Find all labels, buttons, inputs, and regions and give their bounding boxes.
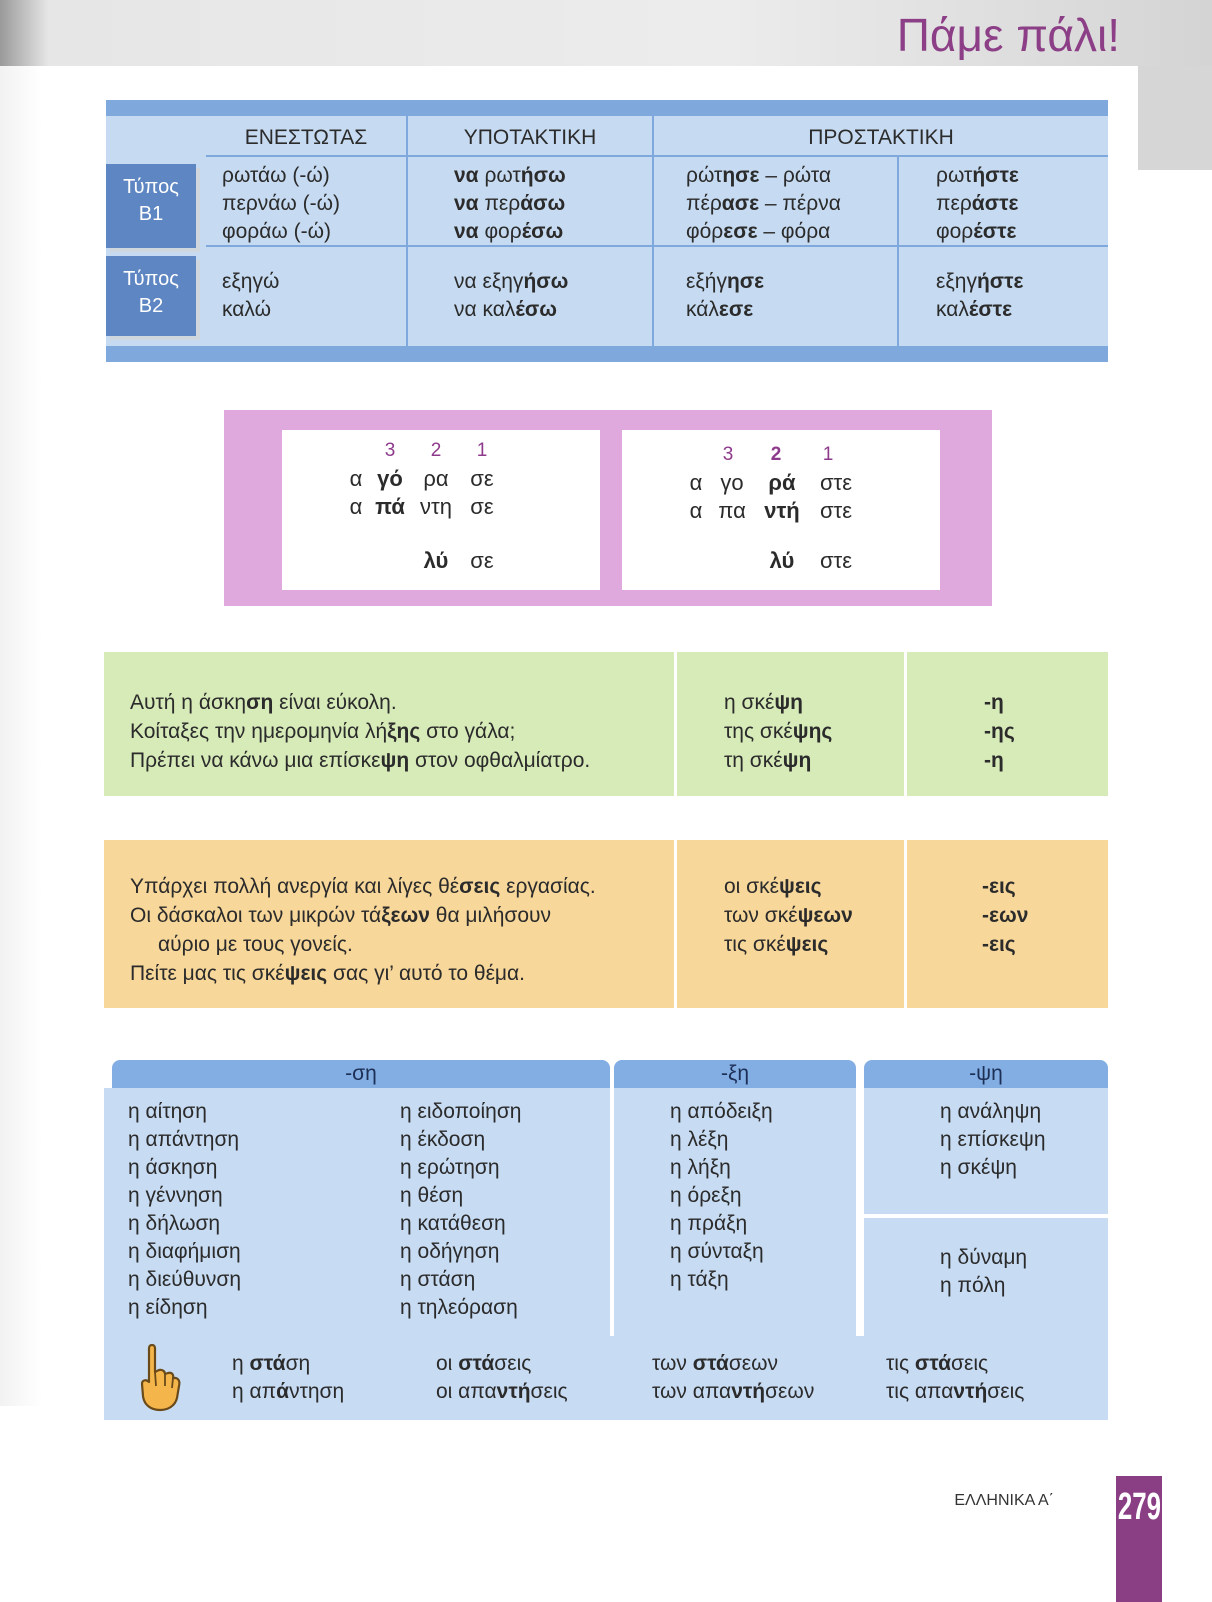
column-divider <box>406 116 408 346</box>
list-item: η σύνταξη <box>670 1240 764 1263</box>
example-sentence: Οι δάσκαλοι των μικρών τάξεων θα μιλήσουν <box>130 904 551 927</box>
syllable-stressed: ντή <box>764 498 800 523</box>
syllable-panel-left <box>282 430 600 590</box>
verb-form: ρωτάω (-ώ) <box>222 164 330 187</box>
pointing-hand-icon <box>132 1342 182 1412</box>
page-number: 279 <box>1117 1486 1162 1528</box>
syllable-number: 1 <box>822 444 834 465</box>
syllable-stressed: γό <box>377 466 403 491</box>
syllable-stressed: λύ <box>769 548 795 573</box>
example-sentence: Κοίταξες την ημερομηνία λήξης στο γάλα; <box>130 720 516 743</box>
b1-imperative-plural-cell <box>936 162 1019 246</box>
verb-form: περάστε <box>936 192 1019 215</box>
band-divider <box>674 652 677 796</box>
syllable: α <box>689 498 703 523</box>
singular-examples-band <box>104 652 1108 796</box>
syllable: σε <box>470 494 494 519</box>
list-item: η τάξη <box>670 1268 729 1291</box>
verb-form: εξηγήστε <box>936 270 1024 293</box>
noun-ending: -η <box>984 691 1004 714</box>
word-list-other <box>864 1218 1108 1336</box>
syllable: στε <box>819 470 853 495</box>
type-code: Β2 <box>138 295 164 317</box>
list-item: η στάση <box>400 1268 476 1291</box>
band-divider <box>904 652 907 796</box>
list-item: η έκδοση <box>400 1128 486 1151</box>
book-title: ΕΛΛΗΝΙΚΑ Α΄ <box>954 1492 1054 1509</box>
example-sentence: Αυτή η άσκηση είναι εύκολη. <box>130 691 397 714</box>
list-item: η διαφήμιση <box>128 1240 241 1263</box>
plural-examples-band <box>104 840 1108 1008</box>
declension-form: οι απαντήσεις <box>436 1380 568 1403</box>
declension-form: η στάση <box>232 1352 311 1375</box>
verb-form: να ρωτήσω <box>454 164 566 187</box>
type-label: Τύπος <box>123 176 179 198</box>
list-item: η δήλωση <box>128 1212 221 1235</box>
list-item: η γέννηση <box>128 1184 223 1207</box>
list-item: η είδηση <box>128 1296 208 1319</box>
syllable: α <box>689 470 703 495</box>
b2-imperative-plural-cell <box>936 268 1024 324</box>
syllable: στε <box>819 548 853 573</box>
word-column <box>670 1098 773 1294</box>
declension-form: των στάσεων <box>652 1352 779 1375</box>
list-item: η πράξη <box>670 1212 748 1235</box>
list-item: η άσκηση <box>128 1156 218 1179</box>
declension-column <box>436 1350 568 1406</box>
list-item: η ερώτηση <box>400 1156 500 1179</box>
declension-form: τις στάσεις <box>886 1352 989 1375</box>
page-edge <box>0 66 42 1406</box>
syllable: ντη <box>420 494 452 519</box>
list-item: η αίτηση <box>128 1100 207 1123</box>
verb-form: πέρασε – πέρνα <box>686 192 841 215</box>
syllable-panel-right <box>622 430 940 590</box>
verb-form: φορέστε <box>936 220 1017 243</box>
verb-form: να εξηγήσω <box>454 270 569 293</box>
list-item: η όρεξη <box>670 1184 742 1207</box>
syllable-number: 1 <box>476 440 488 461</box>
syllable-stressed: λύ <box>423 548 449 573</box>
b1-present-cell <box>222 162 340 246</box>
verb-form: να περάσω <box>454 192 566 215</box>
noun-ending: -εων <box>982 904 1029 927</box>
noun-form: τις σκέψεις <box>724 933 829 956</box>
syllable: ρα <box>423 466 449 491</box>
word-column <box>128 1098 241 1322</box>
declension-column <box>652 1350 814 1406</box>
list-item: η δύναμη <box>940 1246 1028 1269</box>
verb-table <box>106 100 1108 362</box>
b1-subjunctive-cell <box>454 162 566 246</box>
example-sentence: αύριο με τους γονείς. <box>158 933 353 956</box>
table-top-strip <box>106 100 1108 116</box>
noun-ending: -ης <box>984 720 1015 743</box>
verb-form: να καλέσω <box>454 298 557 321</box>
list-item: η διεύθυνση <box>128 1268 242 1291</box>
band-divider <box>674 840 677 1008</box>
table-bottom-strip <box>106 346 1108 362</box>
declension-form: τις απαντήσεις <box>886 1380 1025 1403</box>
verb-form: κάλεσε <box>686 298 754 321</box>
declension-column <box>232 1350 344 1406</box>
verb-form: φοράω (-ώ) <box>222 220 331 243</box>
example-sentence: Πείτε μας τις σκέψεις σας γι’ αυτό το θέμα. <box>130 962 526 985</box>
list-item: η θέση <box>400 1184 464 1207</box>
b1-imperative-singular-cell <box>686 162 841 246</box>
verb-form: καλέστε <box>936 298 1013 321</box>
noun-form: η σκέψη <box>724 691 803 714</box>
syllable-number: 3 <box>722 444 734 465</box>
word-column <box>940 1244 1027 1300</box>
list-heading-xi: -ξη <box>614 1060 856 1088</box>
noun-form: οι σκέψεις <box>724 875 822 898</box>
b2-subjunctive-cell <box>454 268 568 324</box>
noun-ending: -εις <box>982 875 1016 898</box>
syllable: γο <box>720 470 744 495</box>
example-sentence: Υπάρχει πολλή ανεργία και λίγες θέσεις εργασίας. <box>130 875 596 898</box>
verb-form: εξηγώ <box>222 270 280 293</box>
syllable-number: 2 <box>430 440 442 461</box>
noun-ending: -εις <box>982 933 1016 956</box>
syllable: στε <box>819 498 853 523</box>
word-column <box>400 1098 521 1322</box>
column-divider <box>652 116 654 346</box>
type-label: Τύπος <box>123 268 179 290</box>
list-item: η κατάθεση <box>400 1212 506 1235</box>
b2-imperative-singular-cell <box>686 268 764 324</box>
word-list-xi <box>614 1088 856 1336</box>
band-divider <box>904 840 907 1008</box>
list-item: η λήξη <box>670 1156 731 1179</box>
verb-form: καλώ <box>222 298 271 321</box>
column-header-imperative: ΠΡΟΣΤΑΚΤΙΚΗ <box>808 126 954 149</box>
word-column <box>940 1098 1046 1182</box>
syllable: σε <box>470 548 494 573</box>
syllable-stressed: πά <box>375 494 405 519</box>
list-item: η ανάληψη <box>940 1100 1042 1123</box>
list-heading-psi: -ψη <box>864 1060 1108 1088</box>
verb-form: ρώτησε – ρώτα <box>686 164 832 187</box>
syllable: α <box>349 494 363 519</box>
header-side-tab <box>1138 66 1212 170</box>
verb-form: εξήγησε <box>686 270 765 293</box>
syllable-number: 3 <box>384 440 396 461</box>
column-header-subjunctive: ΥΠΟΤΑΚΤΙΚΗ <box>463 126 597 149</box>
verb-form: φόρεσε – φόρα <box>686 220 831 243</box>
b2-present-cell <box>222 268 279 324</box>
list-item: η απάντηση <box>128 1128 240 1151</box>
row-divider <box>206 155 1108 157</box>
verb-form: περνάω (-ώ) <box>222 192 341 215</box>
syllable-box <box>224 410 992 606</box>
example-sentence: Πρέπει να κάνω μια επίσκεψη στον οφθαλμίατρο. <box>130 749 591 772</box>
syllable: α <box>349 466 363 491</box>
type-b2-label <box>106 256 196 336</box>
verb-form: να φορέσω <box>454 220 564 243</box>
verb-form: ρωτήστε <box>936 164 1019 187</box>
column-header-present: ΕΝΕΣΤΩΤΑΣ <box>244 126 368 149</box>
type-code: Β1 <box>138 203 164 225</box>
syllable-stressed: ρά <box>768 470 796 495</box>
page-title: Πάμε πάλι! <box>896 9 1120 61</box>
syllable: πα <box>718 498 746 523</box>
list-item: η πόλη <box>940 1274 1006 1297</box>
list-item: η οδήγηση <box>400 1240 500 1263</box>
column-divider <box>897 156 899 346</box>
noun-form: τη σκέψη <box>724 749 812 772</box>
word-list-psi <box>864 1088 1108 1214</box>
declension-column <box>886 1350 1024 1406</box>
list-item: η απόδειξη <box>670 1100 773 1123</box>
list-heading-si: -ση <box>112 1060 610 1088</box>
declension-example-row <box>104 1336 1108 1420</box>
type-b1-label <box>106 164 196 248</box>
syllable-number: 2 <box>770 444 782 465</box>
noun-form: της σκέψης <box>724 720 833 743</box>
list-item: η τηλεόραση <box>400 1296 518 1319</box>
list-item: η ειδοποίηση <box>400 1100 522 1123</box>
word-list-si <box>104 1088 610 1336</box>
list-item: η λέξη <box>670 1128 729 1151</box>
declension-form: οι στάσεις <box>436 1352 532 1375</box>
syllable: σε <box>470 466 494 491</box>
declension-form: των απαντήσεων <box>652 1380 815 1403</box>
list-item: η επίσκεψη <box>940 1128 1046 1151</box>
declension-form: η απάντηση <box>232 1380 345 1403</box>
list-item: η σκέψη <box>940 1156 1017 1179</box>
noun-ending: -η <box>984 749 1004 772</box>
noun-form: των σκέψεων <box>724 904 853 927</box>
